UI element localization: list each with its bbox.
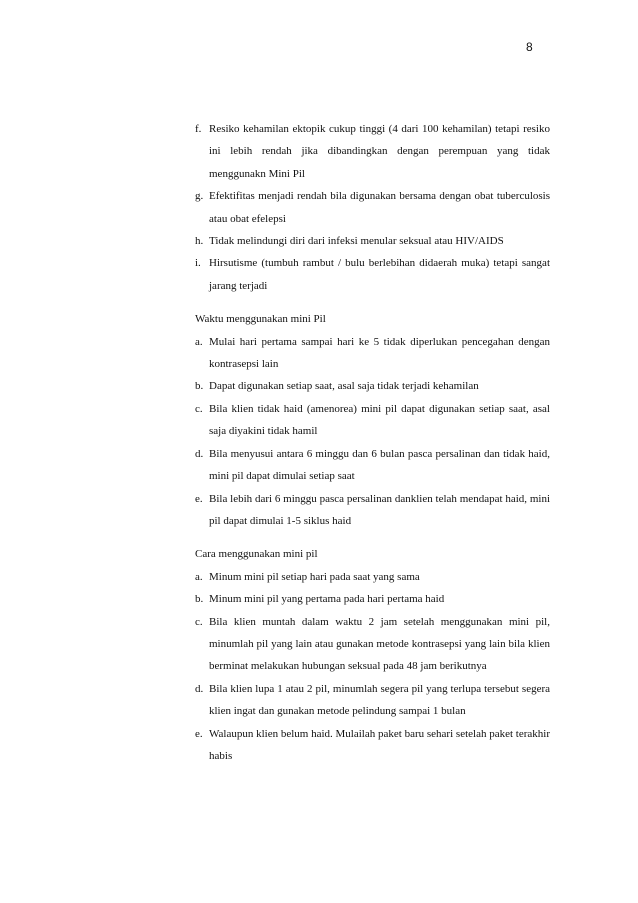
list-marker: c. [195,402,203,415]
list-item [195,252,550,297]
list-item-text: Minum mini pil setiap hari pada saat yang sama [209,570,420,583]
timing-list [195,331,550,533]
list-item-text: Dapat digunakan setiap saat, asal saja tidak terjadi kehamilan [209,380,479,393]
list-item-text: Mulai hari pertama sampai hari ke 5 tidak diperlukan pencegahan dengan kontrasepsi lain [209,335,550,371]
list-item [195,723,550,768]
list-marker: c. [195,615,203,628]
list-item [195,118,550,185]
list-marker: f. [195,123,202,135]
document-body [195,118,550,767]
list-item-text: Bila klien tidak haid (amenorea) mini pil dapat digunakan setiap saat, asal saja diyakini tidak hamil [209,402,550,438]
list-item [195,331,550,376]
list-item [195,566,550,588]
list-item [195,398,550,443]
list-item [195,443,550,488]
section-title-waktu: Waktu menggunakan mini Pil [195,313,326,326]
list-marker: d. [195,682,204,695]
risk-list [195,118,550,297]
list-marker: g. [195,190,204,203]
list-item [195,678,550,723]
list-item-text: Bila klien lupa 1 atau 2 pil, minumlah segera pil yang terlupa tersebut segera klien ingat dan gunakan metode pelindung sampai 1 bulan [209,682,550,718]
list-item [195,611,550,678]
list-item [195,230,550,252]
list-marker: b. [195,593,204,606]
page-number: 8 [526,40,533,54]
list-marker: a. [195,335,203,348]
list-item-text: Minum mini pil yang pertama pada hari pertama haid [209,593,445,606]
list-marker: e. [195,492,203,505]
usage-list [195,566,550,768]
list-item-text: Bila menyusui antara 6 minggu dan 6 bulan pasca persalinan dan tidak haid, mini pil dapat dimulai setiap saat [209,447,550,483]
list-item-text: Bila klien muntah dalam waktu 2 jam setelah menggunakan mini pil, minumlah pil yang lain atau gunakan metode kontrasepsi yang lain bila klien berminat melakukan hubungan seksual pada 48 jam berikutnya [209,615,550,673]
list-item [195,588,550,610]
list-marker: d. [195,447,204,460]
list-item-text: Hirsutisme (tumbuh rambut / bulu berlebihan didaerah muka) tetapi sangat jarang terjadi [209,257,550,292]
list-marker: a. [195,570,203,583]
section-title-cara: Cara menggunakan mini pil [195,548,318,561]
list-item-text: Tidak melindungi diri dari infeksi menular seksual atau HIV/AIDS [209,235,504,248]
list-marker: e. [195,727,203,740]
list-item-text: Resiko kehamilan ektopik cukup tinggi (4 dari 100 kehamilan) tetapi resiko ini lebih rendah jika dibandingkan dengan perempuan yang tidak menggunakn Mini Pil [209,123,550,180]
list-marker: b. [195,380,204,393]
list-item [195,185,550,230]
list-item [195,488,550,533]
list-item-text: Bila lebih dari 6 minggu pasca persalinan danklien telah mendapat haid, mini pil dapat dimulai 1-5 siklus haid [209,492,550,527]
list-marker: h. [195,235,204,248]
list-item [195,375,550,397]
list-item-text: Efektifitas menjadi rendah bila digunakan bersama dengan obat tuberculosis atau obat efelepsi [209,190,550,225]
list-item-text: Walaupun klien belum haid. Mulailah paket baru sehari setelah paket terakhir habis [209,727,550,762]
list-marker: i. [195,257,201,270]
